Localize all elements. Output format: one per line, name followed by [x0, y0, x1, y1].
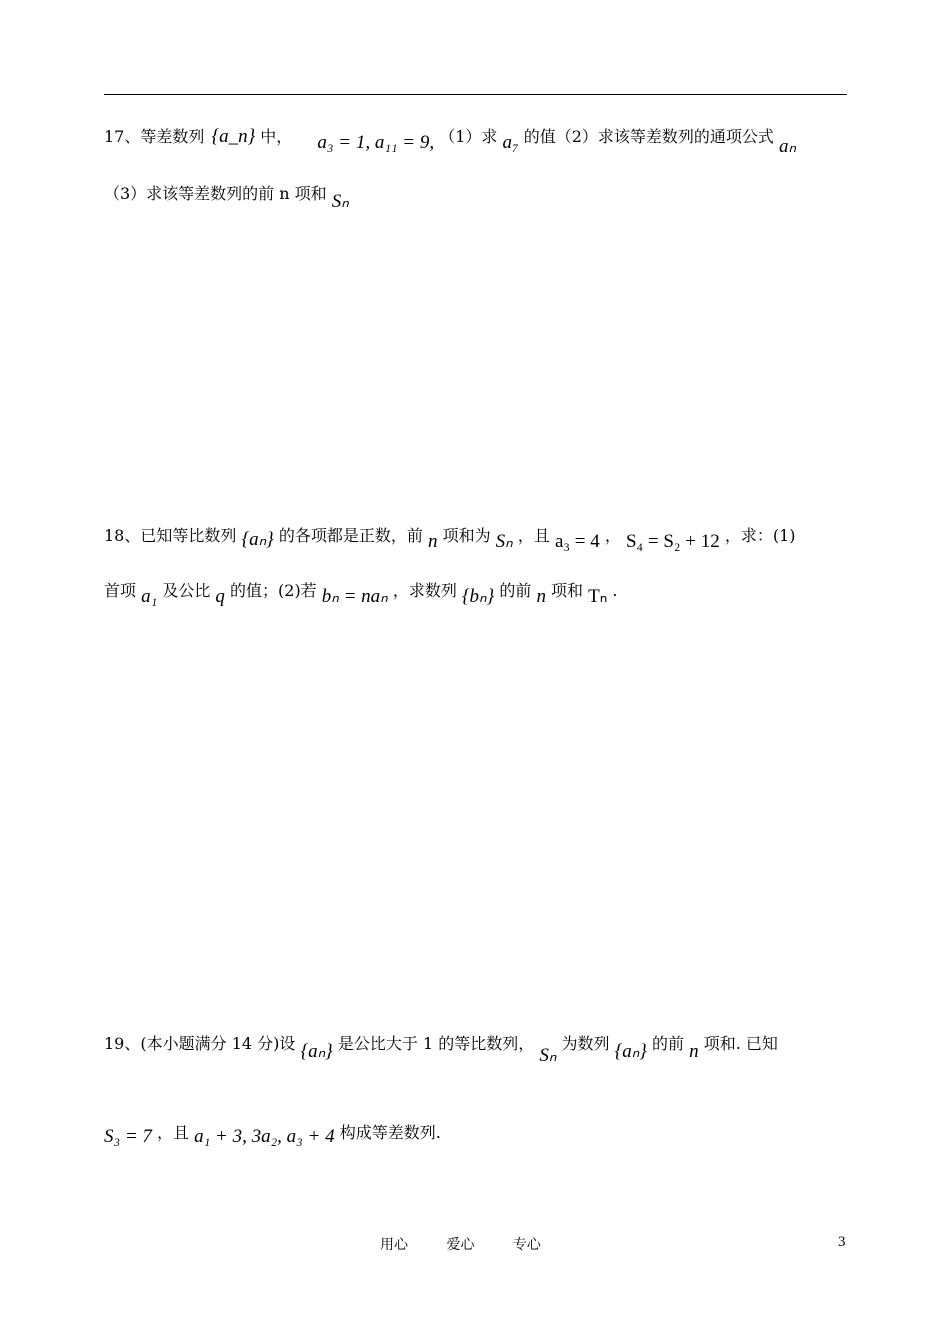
q18-text-4: ，且	[517, 526, 550, 545]
footer-item-2: 爱心	[446, 1237, 475, 1253]
q18-text-10: ，求数列	[392, 581, 457, 600]
q18-line2	[104, 578, 618, 607]
q18-set-an: {aₙ}	[241, 529, 274, 550]
q18-text-12: 项和	[551, 581, 584, 600]
q18-a1: a₁	[141, 586, 158, 607]
q19-text-4: 的前	[651, 1034, 684, 1053]
q19-text-6: ，且	[157, 1123, 190, 1142]
q19-number: 19、	[104, 1034, 141, 1053]
q18-text-1: 已知等比数列	[140, 526, 237, 545]
q17-text-line2: （3）求该等差数列的前 n 项和	[104, 184, 327, 203]
q19-text-2: 是公比大于 1 的等比数列，	[337, 1034, 535, 1053]
q19-S3: S₃ = 7	[104, 1126, 152, 1147]
footer-motto	[380, 1234, 575, 1254]
q18-Tn: Tₙ	[588, 586, 608, 607]
q17-an: aₙ	[778, 136, 797, 157]
q17-a7: a₇	[502, 132, 519, 153]
q18-text-9: 的值；(2)若	[230, 581, 317, 600]
q18-text-2: 的各项都是正数，前	[278, 526, 423, 545]
q18-text-6: ，求：(1)	[724, 526, 796, 545]
q18-text-8: 及公比	[162, 581, 211, 600]
q19-line2	[104, 1120, 441, 1147]
q18-n2: n	[536, 586, 546, 607]
q18-q: q	[215, 586, 225, 607]
q19-n: n	[689, 1041, 699, 1062]
q18-line1	[104, 523, 796, 552]
header-rule	[104, 94, 847, 95]
q17-text-1: 等差数列	[140, 127, 205, 146]
q18-text-3: 项和为	[442, 526, 491, 545]
q19-line1	[104, 1031, 778, 1066]
q19-set-an: {aₙ}	[300, 1041, 333, 1062]
q17-line2	[104, 181, 349, 212]
q18-text-11: 的前	[499, 581, 532, 600]
q18-set-bn: {bₙ}	[461, 586, 495, 607]
q18-end: .	[612, 581, 618, 600]
q18-a3: a₃ = 4	[554, 531, 600, 552]
q18-text-5: ，	[604, 526, 621, 545]
q18-text-7: 首项	[104, 581, 137, 600]
footer-item-3: 专心	[512, 1237, 541, 1253]
q17-set-an: {a_n}	[211, 126, 256, 147]
q19-text-1: (本小题满分 14 分)设	[140, 1034, 296, 1053]
q19-text-5: 项和. 已知	[703, 1034, 778, 1053]
q18-Sn: Sₙ	[495, 531, 513, 552]
q17-text-4: 的值（2）求该等差数列的通项公式	[523, 127, 774, 146]
q19-terms: a₁ + 3, 3a₂, a₃ + 4	[194, 1126, 335, 1147]
q18-number: 18、	[104, 526, 141, 545]
q18-n: n	[427, 531, 438, 552]
page-number: 3	[838, 1234, 846, 1250]
q17-text-3: （1）求	[439, 127, 498, 146]
q18-S4: S₄ = S₂ + 12	[625, 531, 720, 552]
q19-text-7: 构成等差数列.	[339, 1123, 441, 1142]
q17-condition: a₃ = 1, a₁₁ = 9,	[317, 132, 435, 153]
q19-set-an-2: {aₙ}	[614, 1041, 647, 1062]
q19-Sn: Sₙ	[539, 1045, 557, 1066]
q18-bn: bₙ = naₙ	[321, 586, 388, 607]
footer-item-1: 用心	[380, 1237, 408, 1253]
q19-text-3: 为数列	[561, 1034, 610, 1053]
q17-line1	[104, 124, 797, 157]
q17-Sn: Sₙ	[331, 191, 349, 212]
q17-text-2: 中，	[260, 127, 293, 146]
q17-number: 17、	[104, 127, 141, 146]
